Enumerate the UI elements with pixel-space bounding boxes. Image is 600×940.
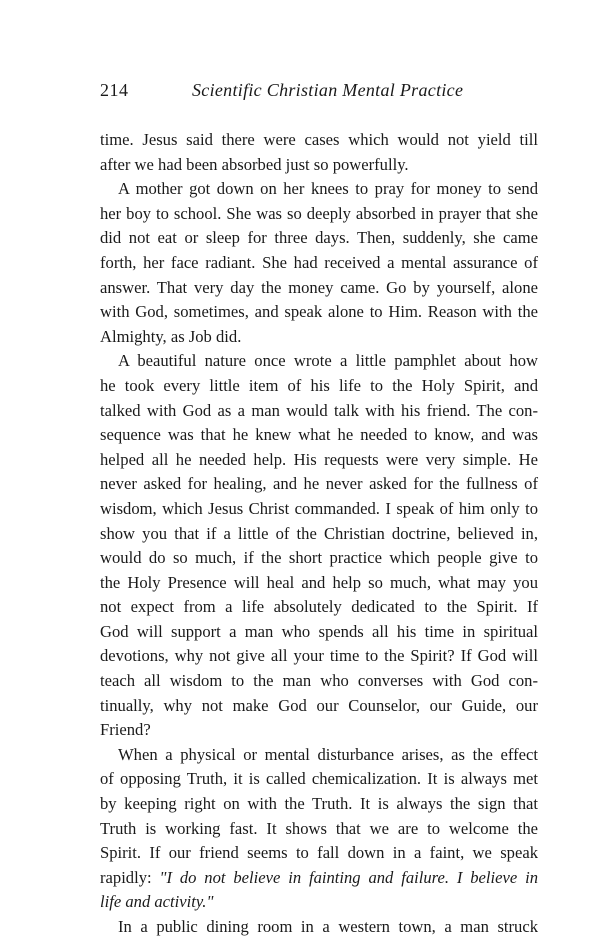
quote-lead: rapidly:: [100, 867, 160, 887]
text-line: would do so much, if the short practice which people give to: [100, 548, 538, 568]
text-line-final: In a public dining room in a western town, a man struck: [118, 917, 538, 936]
text-line: the Holy Presence will heal and help so much, what may you: [100, 572, 538, 592]
text-line: helped all he needed help. His requests were very simple. He: [100, 449, 538, 469]
running-title: Scientific Christian Mental Practice: [192, 80, 464, 100]
body-text: [100, 128, 538, 940]
text-line: forth, her face radiant. She had received a mental assurance of: [100, 252, 538, 272]
text-line: A mother got down on her knees to pray for money to send: [118, 179, 538, 199]
text-line: God will support a man who spends all his time in spiritual: [100, 621, 538, 641]
text-line: When a physical or mental disturbance arises, as the effect: [118, 744, 538, 764]
text-line: Friend?: [100, 720, 151, 740]
text-line: with God, sometimes, and speak alone to Him. Reason with the: [100, 302, 538, 322]
text-line: did not eat or sleep for three days. Then, suddenly, she came: [100, 228, 538, 248]
page-header: [100, 80, 540, 106]
text-line: by keeping right on with the Truth. It is always the sign that: [100, 794, 538, 814]
text-line: A beautiful nature once wrote a little pamphlet about how: [118, 351, 538, 371]
page-number: 214: [100, 80, 129, 100]
text-line: answer. That very day the money came. Go by yourself, alone: [100, 277, 538, 297]
text-lines: [100, 128, 538, 866]
text-line: sequence was that he knew what he needed to know, and was: [100, 425, 538, 445]
text-line: devotions, why not give all your time to the Spirit? If God will: [100, 646, 538, 666]
quote-italic-1: "I do not believe in fainting and failure. I believe in: [159, 867, 539, 887]
text-line: talked with God as a man would talk with his friend. The con-: [100, 400, 538, 420]
text-line: time. Jesus said there were cases which would not yield till: [100, 130, 538, 149]
text-line-quote-end: [100, 890, 538, 915]
text-line: teach all wisdom to the man who converses with God con-: [100, 671, 538, 691]
text-line: he took every little item of his life to the Holy Spirit, and: [100, 375, 538, 395]
text-line: after we had been absorbed just so powerfully.: [100, 154, 409, 174]
text-line: tinually, why not make God our Counselor, our Guide, our: [100, 695, 538, 715]
quote-italic-2: life and activity.": [100, 892, 214, 912]
text-line: Almighty, as Job did.: [100, 326, 242, 346]
text-line: Truth is working fast. It shows that we are to welcome the: [100, 818, 538, 838]
text-line: not expect from a life absolutely dedicated to the Spirit. If: [100, 597, 538, 617]
text-line: her boy to school. She was so deeply absorbed in prayer that she: [100, 203, 538, 223]
text-line: show you that if a little of the Christian doctrine, believed in,: [100, 523, 538, 543]
text-line: Spirit. If our friend seems to fall down in a faint, we speak: [100, 843, 538, 863]
text-line: of opposing Truth, it is called chemicalization. It is always met: [100, 769, 538, 789]
text-line: wisdom, which Jesus Christ commanded. I speak of him only to: [100, 498, 538, 518]
text-line: never asked for healing, and he never asked for the fullness of: [100, 474, 538, 494]
text-line-quote-start: [100, 866, 538, 891]
